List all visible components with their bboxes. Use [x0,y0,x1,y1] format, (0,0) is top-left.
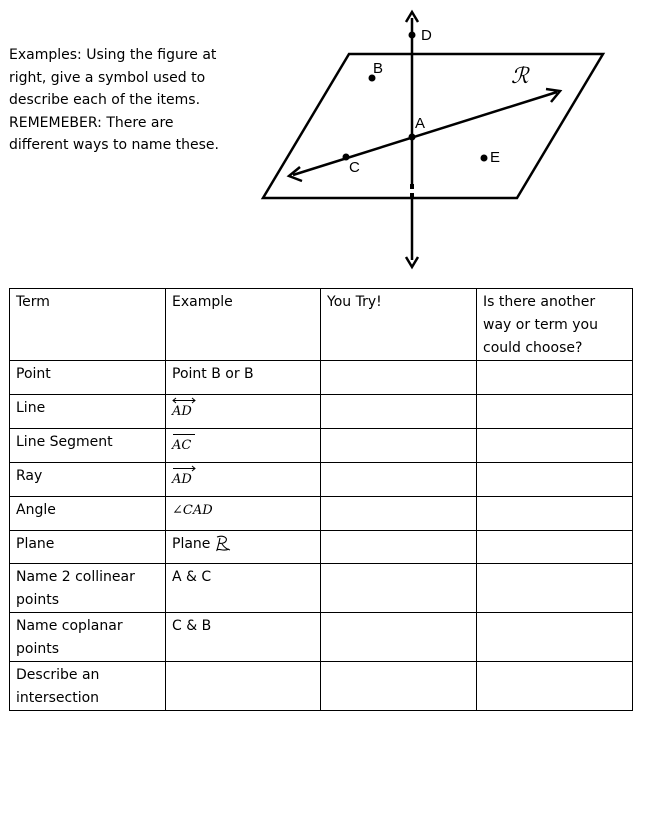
you-try-cell[interactable] [321,429,477,463]
table-row [10,395,633,429]
segment-symbol-icon [172,431,196,438]
you-try-cell[interactable] [321,361,477,395]
another-way-cell[interactable] [477,531,633,564]
term-cell: Line [10,395,166,429]
example-cell: A & C [166,564,321,613]
instruction-line: describe each of the items. [9,92,201,108]
you-try-cell[interactable] [321,531,477,564]
segment-name: AC [172,438,192,453]
another-way-cell[interactable] [477,395,633,429]
you-try-cell[interactable] [321,564,477,613]
example-cell [166,463,321,497]
example-cell [166,429,321,463]
table-header-row [10,289,633,361]
plane-r-parallelogram [263,54,603,198]
table-row [10,564,633,613]
point-e [481,155,488,162]
label-a: A [415,115,426,132]
table-row [10,429,633,463]
header-term: Term [10,289,166,361]
header-another-way: Is there another way or term you could choose? [477,289,633,361]
instruction-line: right, give a symbol used to [9,69,206,86]
another-way-cell[interactable] [477,497,633,531]
table-row [10,662,633,711]
term-cell: Name coplanar points [10,613,166,662]
term-cell: Line Segment [10,429,166,463]
example-cell: Point B or B [166,361,321,395]
term-cell: Ray [10,463,166,497]
terms-table [9,288,633,711]
header-example: Example [166,289,321,361]
term-cell: Name 2 collinear points [10,564,166,613]
example-cell [166,395,321,429]
another-way-cell[interactable] [477,361,633,395]
another-way-cell[interactable] [477,662,633,711]
example-cell [166,531,321,564]
another-way-cell[interactable] [477,429,633,463]
segment-notation [172,431,191,457]
example-cell [166,662,321,711]
point-a [409,134,416,141]
instruction-line: different ways to name these. [9,137,219,153]
term-cell: Describe an intersection [10,662,166,711]
line-notation [172,397,192,423]
label-e: E [490,149,501,166]
you-try-cell[interactable] [321,395,477,429]
you-try-cell[interactable] [321,662,477,711]
table-row [10,463,633,497]
table-row [10,497,633,531]
plane-r-symbol-icon [214,535,232,553]
term-cell: Point [10,361,166,395]
example-cell: C & B [166,613,321,662]
plane-word: Plane [172,536,211,552]
label-c: C [349,159,360,176]
you-try-cell[interactable] [321,497,477,531]
term-cell: Angle [10,497,166,531]
table-row [10,613,633,662]
angle-notation: ∠CAD [172,503,213,518]
ray-notation [172,465,192,491]
another-way-cell[interactable] [477,613,633,662]
instruction-line: REMEMEBER: There are [9,114,174,131]
point-d [409,32,416,39]
line-ca [293,92,557,175]
ray-symbol-icon [172,465,196,472]
another-way-cell[interactable] [477,564,633,613]
header-you-try: You Try! [321,289,477,361]
table-row [10,531,633,564]
geometry-figure [255,8,615,272]
another-way-cell[interactable] [477,463,633,497]
you-try-cell[interactable] [321,463,477,497]
instruction-line: Examples: Using the figure at [9,47,217,63]
ray-name: AD [172,472,192,487]
table-row [10,361,633,395]
label-plane-r: ℛ [511,64,529,89]
line-name: AD [172,404,192,419]
line-symbol-icon [172,397,196,404]
label-b: B [373,60,384,77]
label-d: D [421,27,432,44]
instructions-text [9,44,254,157]
you-try-cell[interactable] [321,613,477,662]
term-cell: Plane [10,531,166,564]
example-cell [166,497,321,531]
